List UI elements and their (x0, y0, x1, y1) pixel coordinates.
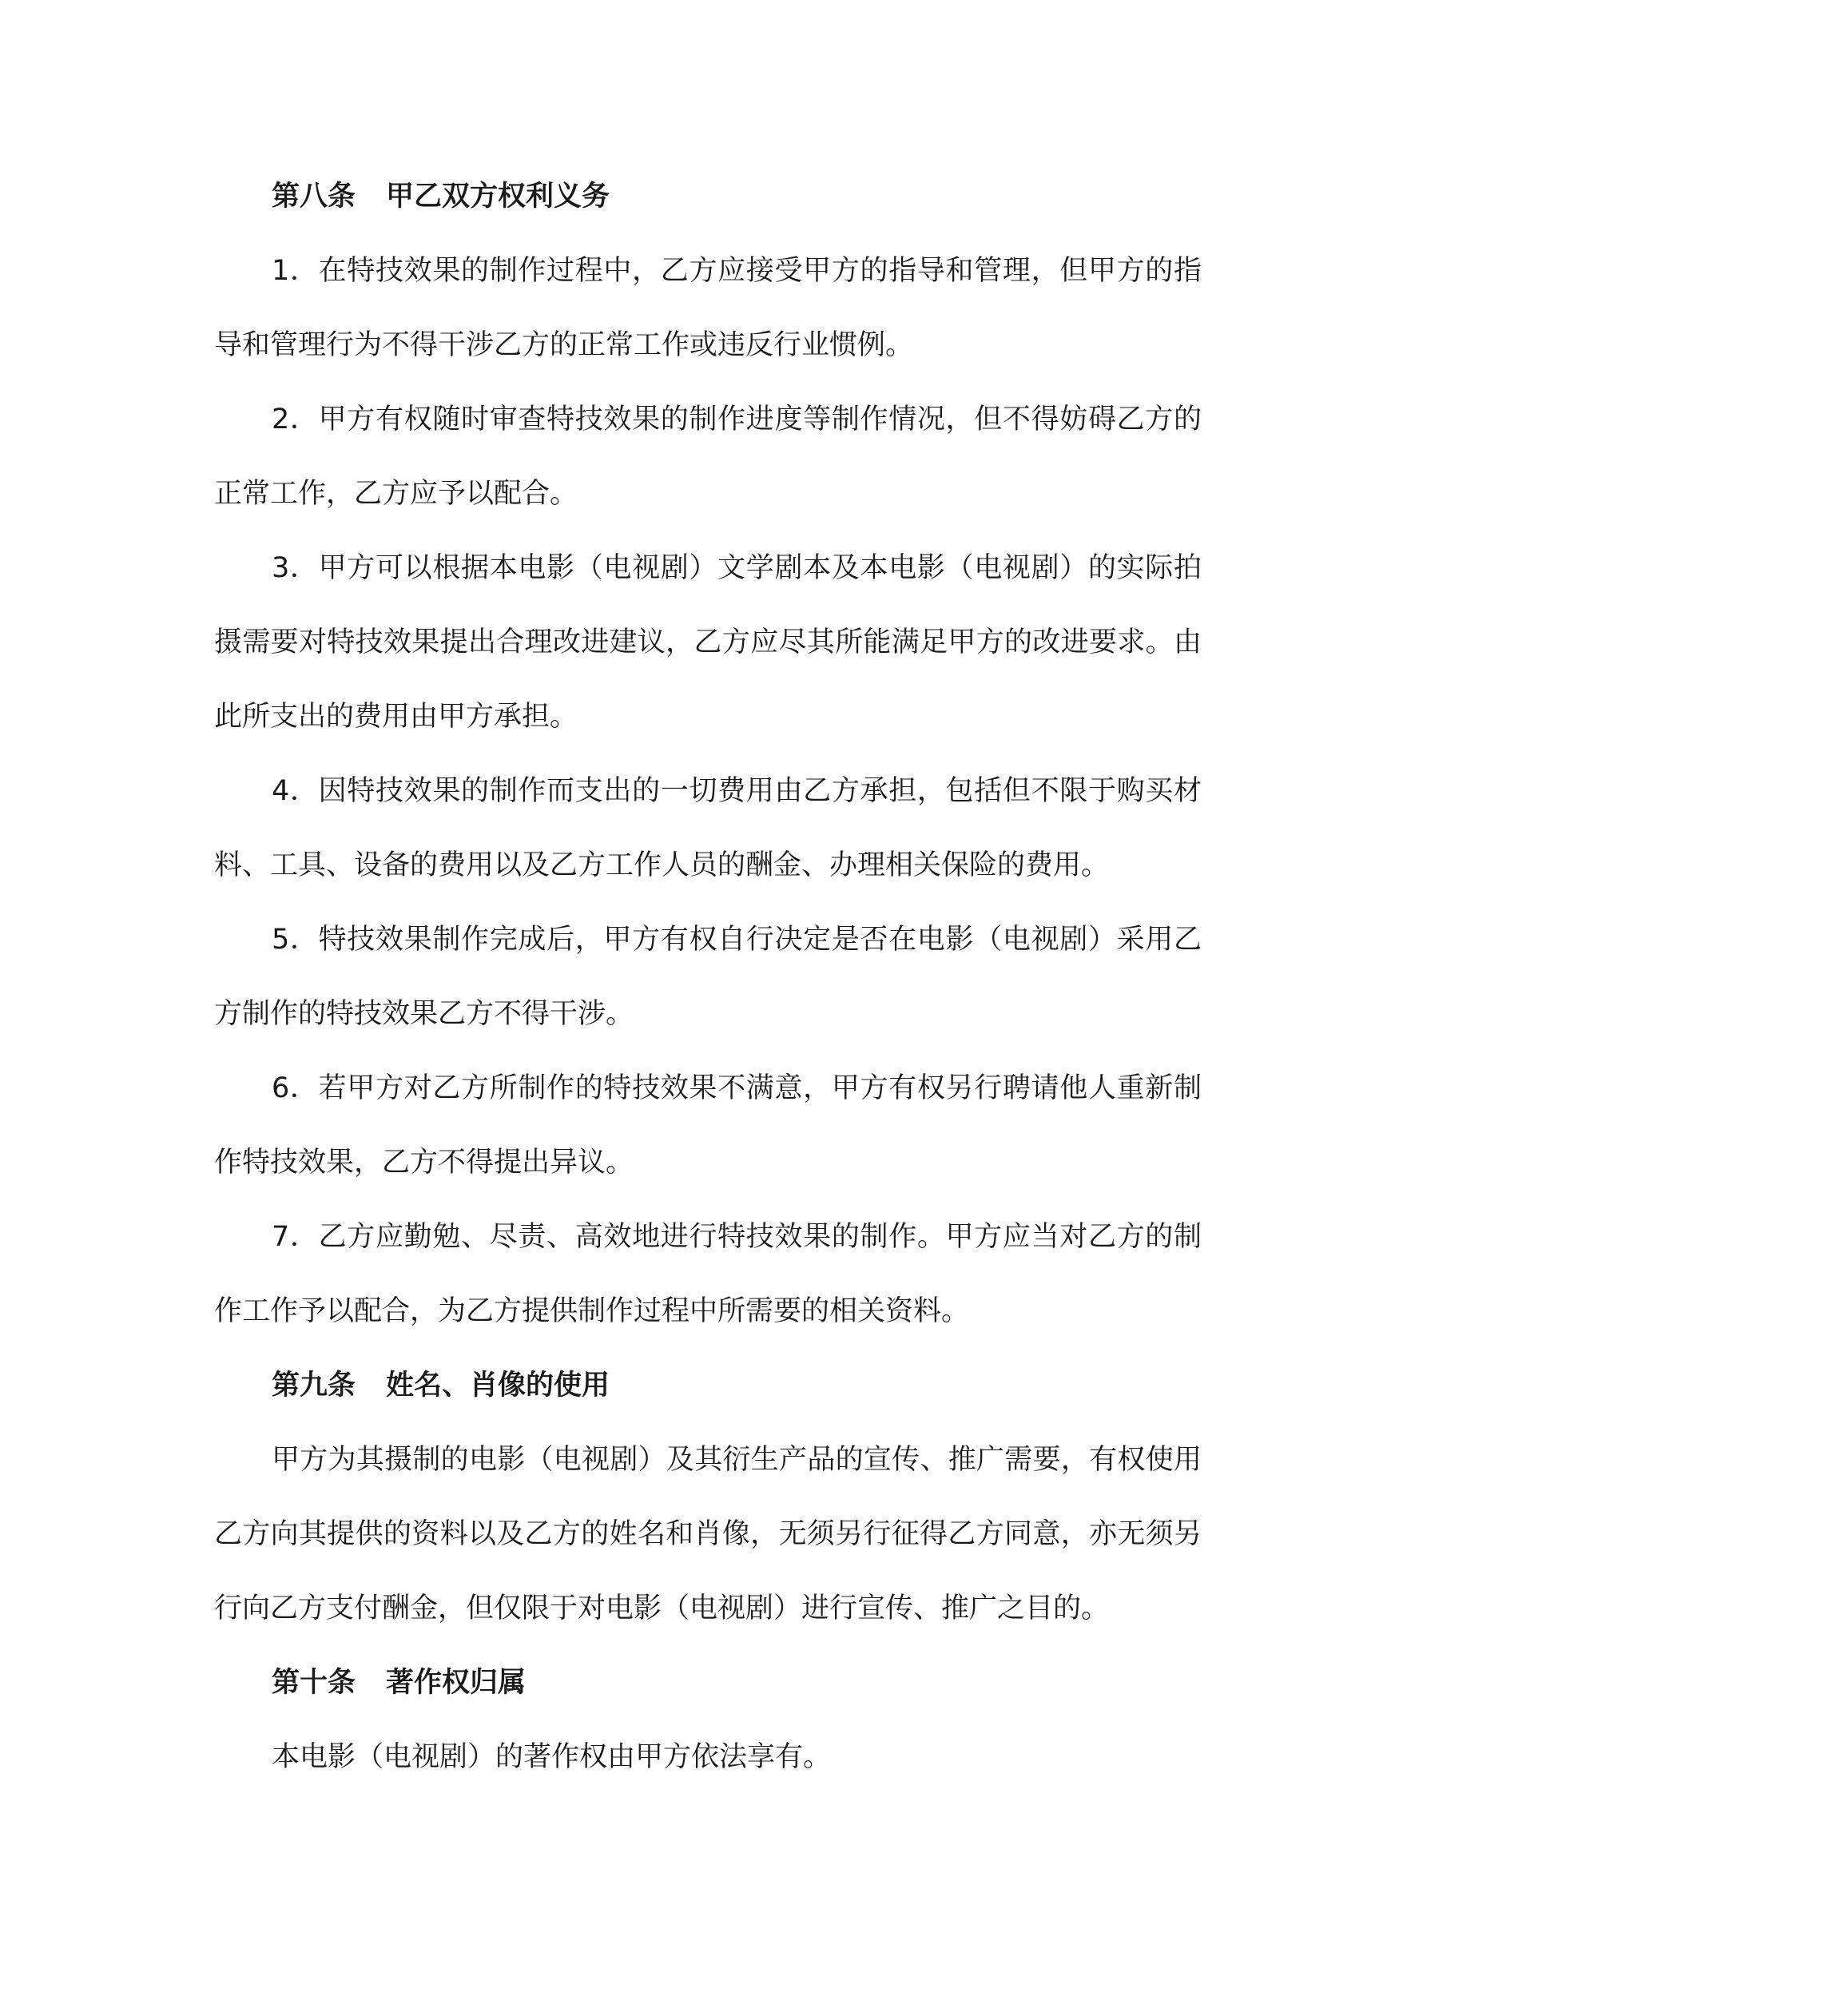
paragraph-line: 7．乙方应勤勉、尽责、高效地进行特技效果的制作。甲方应当对乙方的制 (272, 1221, 1202, 1253)
paragraph-line: 摄需要对特技效果提出合理改进建议，乙方应尽其所能满足甲方的改进要求。由 (214, 626, 1202, 658)
article-number: 第八条 (272, 181, 356, 213)
article-title: 姓名、肖像的使用 (386, 1370, 610, 1402)
paragraph-line: 料、工具、设备的费用以及乙方工作人员的酬金、办理相关保险的费用。 (214, 849, 1110, 881)
paragraph-line: 作特技效果，乙方不得提出异议。 (214, 1147, 634, 1179)
paragraph-line: 甲方为其摄制的电影（电视剧）及其衍生产品的宣传、推广需要，有权使用 (272, 1444, 1202, 1476)
paragraph-line: 5．特技效果制作完成后，甲方有权自行决定是否在电影（电视剧）采用乙 (272, 924, 1202, 956)
paragraph-line: 4．因特技效果的制作而支出的一切费用由乙方承担，包括但不限于购买材 (272, 775, 1202, 807)
paragraph-line: 6．若甲方对乙方所制作的特技效果不满意，甲方有权另行聘请他人重新制 (272, 1072, 1202, 1104)
article-title: 甲乙双方权利义务 (386, 181, 610, 213)
paragraph-line: 作工作予以配合，为乙方提供制作过程中所需要的相关资料。 (214, 1295, 970, 1327)
paragraph-line: 方制作的特技效果乙方不得干涉。 (214, 998, 634, 1030)
paragraph-line: 此所支出的费用由甲方承担。 (214, 701, 578, 733)
article-9-heading (272, 1366, 610, 1405)
paragraph-line: 正常工作，乙方应予以配合。 (214, 478, 578, 510)
paragraph-line: 1．在特技效果的制作过程中，乙方应接受甲方的指导和管理，但甲方的指 (272, 255, 1202, 287)
paragraph-line: 2．甲方有权随时审查特技效果的制作进度等制作情况，但不得妨碍乙方的 (272, 404, 1202, 435)
article-8-heading (272, 177, 610, 216)
article-number: 第十条 (272, 1667, 356, 1699)
paragraph-line: 行向乙方支付酬金，但仅限于对电影（电视剧）进行宣传、推广之目的。 (214, 1593, 1110, 1624)
paragraph-line: 导和管理行为不得干涉乙方的正常工作或违反行业惯例。 (214, 329, 914, 361)
article-title: 著作权归属 (386, 1667, 527, 1699)
paragraph-line: 乙方向其提供的资料以及乙方的姓名和肖像，无须另行征得乙方同意，亦无须另 (214, 1518, 1202, 1550)
article-10-heading (272, 1664, 526, 1702)
article-number: 第九条 (272, 1370, 356, 1402)
paragraph-line: 3．甲方可以根据本电影（电视剧）文学剧本及本电影（电视剧）的实际拍 (272, 552, 1202, 584)
paragraph-line: 本电影（电视剧）的著作权由甲方依法享有。 (272, 1741, 832, 1773)
